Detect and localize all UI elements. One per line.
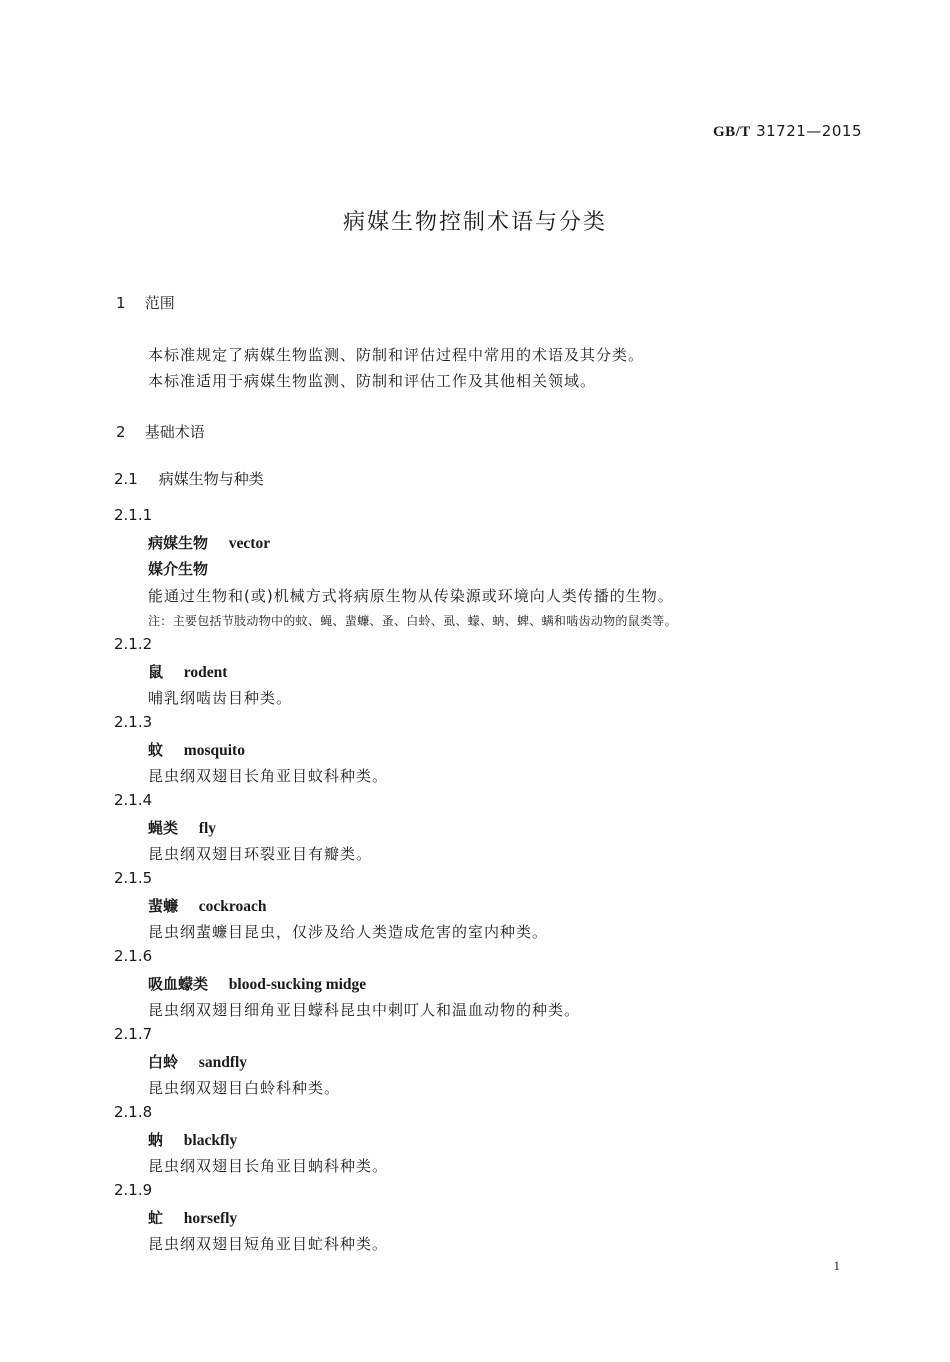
term-chinese: 蝇类 [148,819,179,837]
term-heading [148,1129,237,1150]
term-english: blackfly [183,1132,238,1149]
term-english: fly [198,820,217,837]
term-english: rodent [183,664,228,681]
section-2-heading [116,421,205,442]
term-definition: 昆虫纲蜚蠊目昆虫，仅涉及给人类造成危害的室内种类。 [148,923,549,941]
term-number: 2.1.2 [114,635,153,653]
term-heading [148,1207,237,1228]
term-chinese: 蜚蠊 [148,897,179,915]
term-heading [148,661,227,682]
term-chinese: 白蛉 [148,1053,179,1071]
standard-prefix: GB/T [712,124,751,140]
term-definition: 能通过生物和(或)机械方式将病原生物从传染源或环境向人类传播的生物。 [148,587,674,605]
section-title: 基础术语 [144,423,205,441]
term-synonym: 媒介生物 [148,560,209,578]
term-english: cockroach [198,898,267,915]
term-chinese: 蚋 [148,1131,164,1149]
term-chinese: 蚊 [148,741,164,759]
term-english: sandfly [198,1054,248,1071]
term-chinese: 鼠 [148,663,164,681]
section-2-1-heading [114,468,264,489]
term-heading [148,895,267,916]
section-1-heading [116,292,175,313]
term-number: 2.1.8 [114,1103,153,1121]
document-title: 病媒生物控制术语与分类 [342,210,607,235]
term-heading [148,532,270,553]
term-definition: 昆虫纲双翅目白蛉科种类。 [148,1079,341,1097]
standard-code [713,122,862,141]
section-number: 2.1 [114,470,138,488]
section-title: 病媒生物与种类 [158,470,264,488]
term-english: vector [228,535,271,552]
standard-number: 31721—2015 [756,122,862,140]
section-number: 1 [116,294,126,312]
term-heading [148,973,366,994]
page-number: 1 [833,1258,840,1273]
term-heading [148,1051,247,1072]
term-number: 2.1.7 [114,1025,153,1043]
term-definition: 哺乳纲啮齿目种类。 [148,689,293,707]
section-title: 范围 [144,294,175,312]
term-definition: 昆虫纲双翅目细角亚目蠓科昆虫中刺叮人和温血动物的种类。 [148,1001,581,1019]
term-heading [148,739,245,760]
term-chinese: 病媒生物 [148,534,209,552]
term-number: 2.1.6 [114,947,153,965]
term-number: 2.1.9 [114,1181,153,1199]
term-english: horsefly [183,1210,238,1227]
term-chinese: 虻 [148,1209,164,1227]
term-definition: 昆虫纲双翅目长角亚目蚊科种类。 [148,767,389,785]
term-number: 2.1.3 [114,713,153,731]
term-definition: 昆虫纲双翅目长角亚目蚋科种类。 [148,1157,389,1175]
paragraph: 本标准适用于病媒生物监测、防制和评估工作及其他相关领域。 [148,372,597,390]
term-heading [148,817,216,838]
term-number: 2.1.1 [114,506,153,524]
section-number: 2 [116,423,126,441]
term-english: mosquito [183,742,245,759]
term-english: blood-sucking midge [228,976,367,993]
term-note: 注：主要包括节肢动物中的蚊、蝇、蜚蠊、蚤、白蛉、虱、蠓、蚋、蜱、螨和啮齿动物的鼠类等。 [148,614,677,628]
paragraph: 本标准规定了病媒生物监测、防制和评估过程中常用的术语及其分类。 [148,346,645,364]
term-definition: 昆虫纲双翅目短角亚目虻科种类。 [148,1235,389,1253]
term-chinese: 吸血蠓类 [148,975,209,993]
term-number: 2.1.5 [114,869,153,887]
term-definition: 昆虫纲双翅目环裂亚目有瓣类。 [148,845,373,863]
term-number: 2.1.4 [114,791,153,809]
